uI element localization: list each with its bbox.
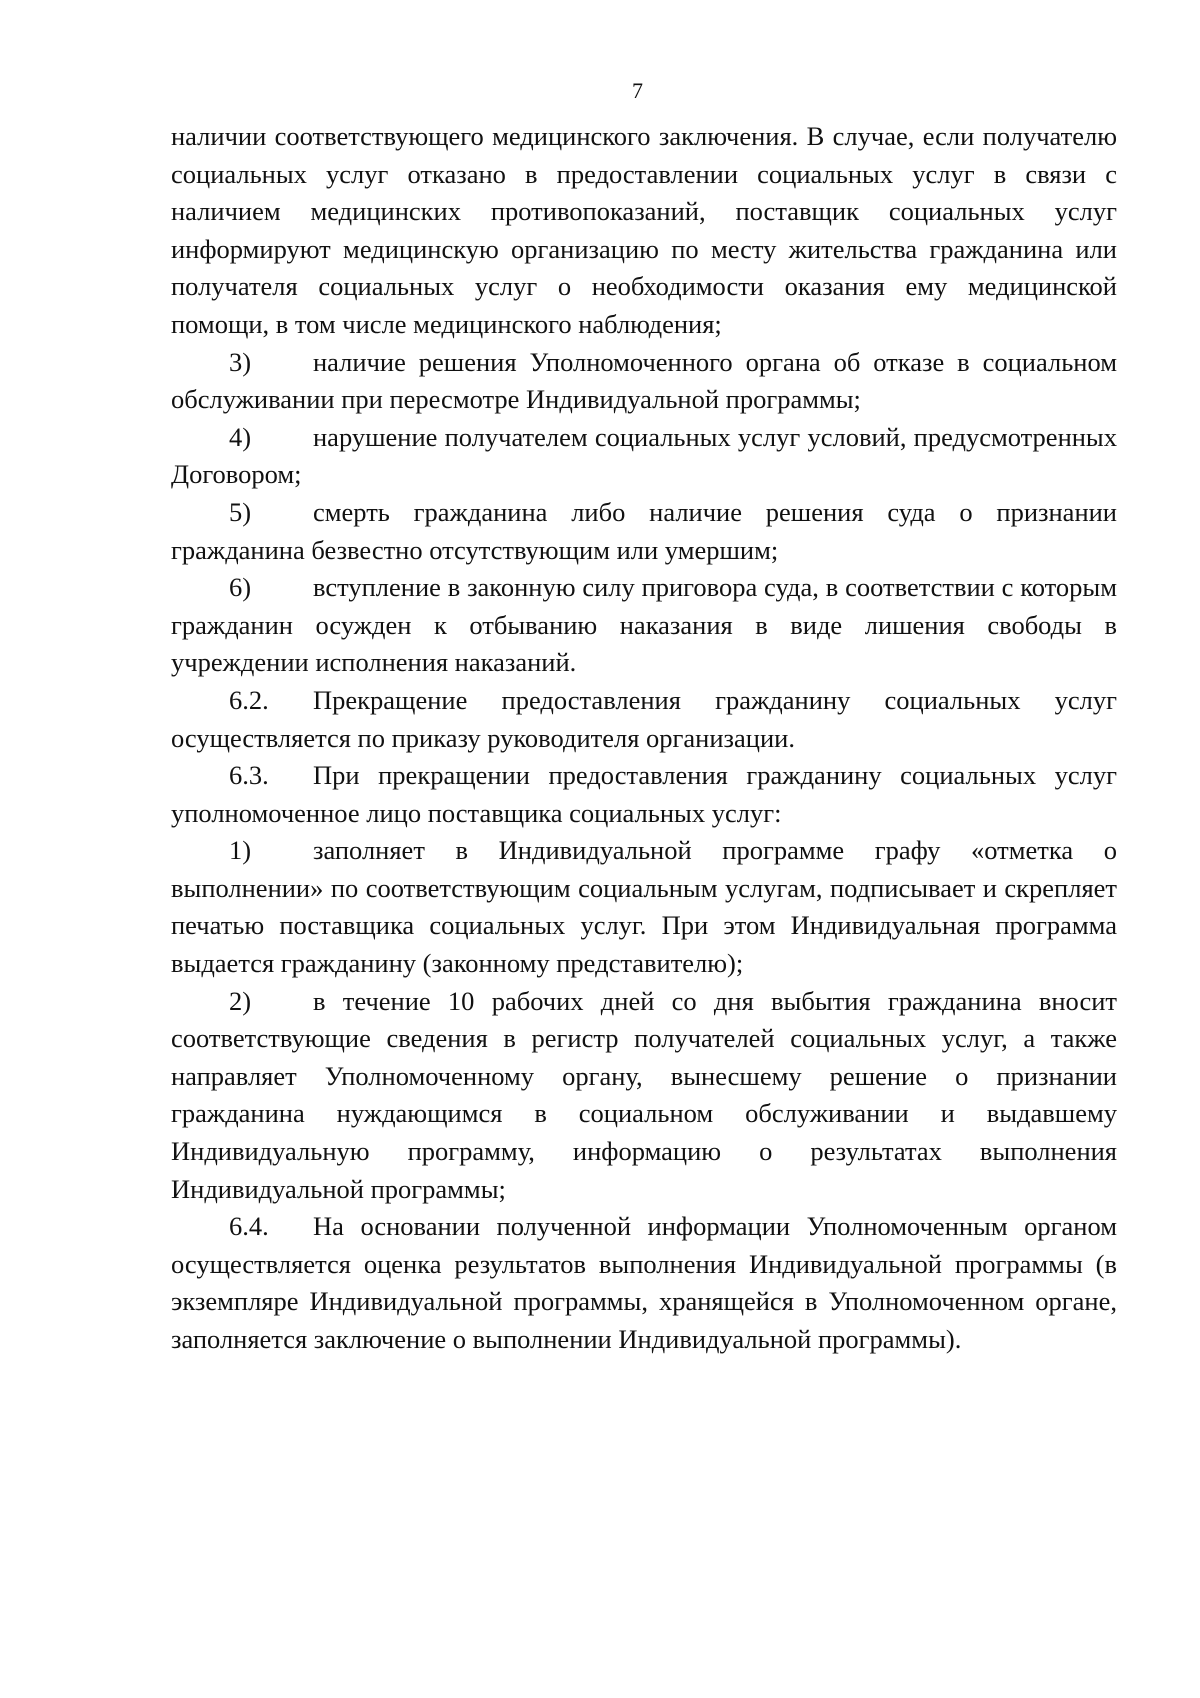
continuation-paragraph: наличии соответствующего медицинского заключения. В случае, если получателю социальных услуг отказано в предоставлении социальных услуг в связи с наличием медицинских противопоказаний, поставщик социальных услуг информируют медицинскую организацию по месту жительства гражданина или получателя социальных услуг о необходимости оказания ему медицинской помощи, в том числе медицинского наблюдения;: [171, 121, 1117, 339]
list-item-number: 3): [229, 346, 252, 377]
list-item-text: нарушение получателем социальных услуг условий, предусмотренных Договором;: [171, 421, 1117, 490]
section-6-3: [171, 757, 1117, 832]
page-number: 7: [632, 78, 643, 103]
list-item-number: 2): [229, 985, 252, 1016]
list-item-number: 5): [229, 496, 252, 527]
list-item-text: вступление в законную силу приговора суда, в соответствии с которым гражданин осужден к отбыванию наказания в виде лишения свободы в учреждении исполнения наказаний.: [171, 572, 1117, 678]
list-item-number: 4): [229, 421, 252, 452]
list-item-number: 6): [229, 572, 252, 603]
section-number: 6.4.: [229, 1211, 269, 1242]
section-6-4: [171, 1208, 1117, 1358]
list-item-text: в течение 10 рабочих дней со дня выбытия гражданина вносит соответствующие сведения в регистр получателей социальных услуг, а также направляет Уполномоченному органу, вынесшему решение о признании гражданина нуждающимся в социальном обслуживании и выдавшему Индивидуальную программу, информацию о результатах выполнения Индивидуальной программы;: [171, 985, 1117, 1204]
section-text: Прекращение предоставления гражданину социальных услуг осуществляется по приказу руководителя организации.: [171, 684, 1117, 753]
list-item-6: [171, 569, 1117, 682]
section-text: При прекращении предоставления гражданину социальных услуг уполномоченное лицо поставщика социальных услуг:: [171, 760, 1117, 828]
list-item-text: смерть гражданина либо наличие решения суда о признании гражданина безвестно отсутствующим или умершим;: [171, 496, 1117, 565]
list-item-2: [171, 983, 1117, 1209]
list-item-4: [171, 419, 1117, 494]
list-item-3: [171, 344, 1117, 419]
list-item-text: наличие решения Уполномоченного органа об отказе в социальном обслуживании при пересмотре Индивидуальной программы;: [171, 346, 1117, 415]
section-number: 6.2.: [229, 684, 269, 715]
list-item-5: [171, 494, 1117, 569]
list-item-1: [171, 832, 1117, 982]
list-item-number: 1): [229, 835, 252, 866]
section-6-2: [171, 682, 1117, 757]
document-body: [171, 118, 1117, 1359]
section-number: 6.3.: [229, 760, 269, 791]
list-item-text: заполняет в Индивидуальной программе графу «отметка о выполнении» по соответствующим социальным услугам, подписывает и скрепляет печатью поставщика социальных услуг. При этом Индивидуальная программа выдается гражданину (законному представителю);: [171, 835, 1117, 979]
section-text: На основании полученной информации Уполномоченным органом осуществляется оценка результатов выполнения Индивидуальной программы (в экземпляре Индивидуальной программы, хранящейся в Уполномоченном органе, заполняется заключение о выполнении Индивидуальной программы).: [171, 1211, 1117, 1354]
